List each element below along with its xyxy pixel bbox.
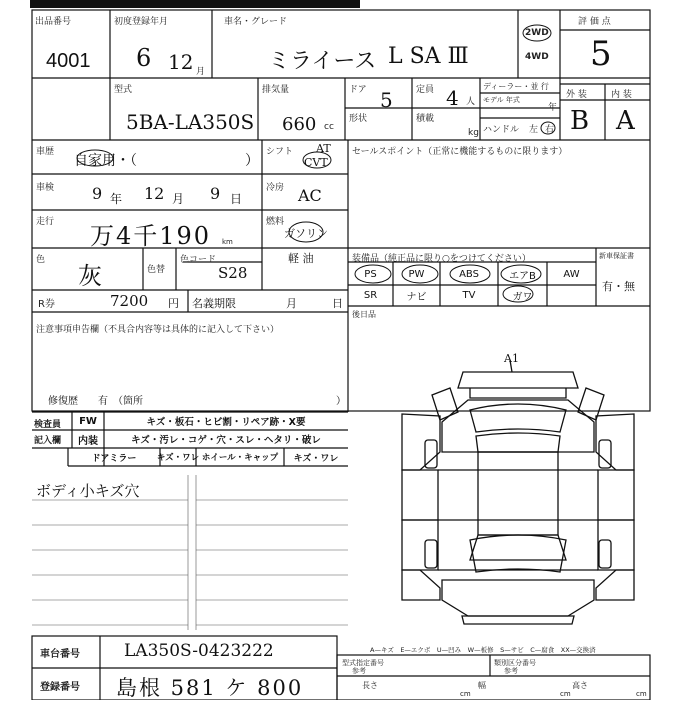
chassis-label: 車台番号 xyxy=(40,649,80,660)
lot-number-label: 出品番号 xyxy=(35,17,72,27)
width-cm-unit: cm xyxy=(560,690,571,698)
first-registration-label: 初度登録年月 xyxy=(114,17,169,27)
month-unit: 月 xyxy=(196,67,206,77)
equip-aw: AW xyxy=(563,268,580,280)
first-registration-year: 6 xyxy=(136,44,152,72)
equip-ps: PS xyxy=(364,268,377,280)
capacity-unit: 人 xyxy=(466,97,476,107)
interior-label: 内 装 xyxy=(611,90,632,100)
shift-at: AT xyxy=(316,142,331,155)
exterior-score: B xyxy=(570,106,590,136)
after-delivery-label: 後日品 xyxy=(352,310,376,319)
color-value: 灰 xyxy=(78,262,102,290)
km-unit: km xyxy=(222,238,233,246)
recycle-amount: 7200 xyxy=(110,292,149,310)
equip-abs: ABS xyxy=(459,268,479,280)
shaken-month-unit: 月 xyxy=(172,192,185,206)
registration-label: 登録番号 xyxy=(40,682,80,693)
length-cm-unit: cm xyxy=(460,690,471,698)
inspection-class-close: ） xyxy=(245,153,259,169)
lot-number: 4001 xyxy=(46,50,91,72)
color-code: S28 xyxy=(218,264,248,282)
damage-mark-a1: A1 xyxy=(504,352,519,365)
warranty-month: 月 xyxy=(286,297,297,310)
color-label: 色 xyxy=(36,255,46,265)
repair-history: 修復歴 有 （箇所 xyxy=(48,396,143,407)
selling-points-label: セールスポイント（正常に機能するものに限ります） xyxy=(352,147,568,157)
drive-4wd: 4WD xyxy=(525,52,549,62)
equip-navi: ナビ xyxy=(406,292,427,303)
car-name: ミライース xyxy=(268,49,377,74)
inspector-wheel-cap: ホイール・キャップ xyxy=(201,453,279,463)
fuel-label: 燃料 xyxy=(266,217,285,227)
warranty-day: 日 xyxy=(332,297,343,310)
inspector-interior-items: キズ・汚レ・コゲ・穴・スレ・ヘタリ・破レ xyxy=(131,435,321,446)
doors: 5 xyxy=(380,88,393,112)
equipment-label: 装備品（純正品に限り○をつけてください） xyxy=(352,254,531,264)
model-code: 5BA-LA350S xyxy=(126,110,255,134)
handle-left: 左 xyxy=(529,125,539,135)
class-designation-label: 類別区分番号 xyxy=(494,659,536,667)
shaken-day-unit: 日 xyxy=(230,192,243,206)
capacity: 4 xyxy=(446,86,459,110)
shift-cvt: CVT xyxy=(304,156,328,169)
handle-right: 右 xyxy=(545,125,555,135)
door-label: ドア xyxy=(349,85,367,95)
warranty-label: 名義期限 xyxy=(192,297,236,310)
inspector-interior: 内装 xyxy=(78,435,98,447)
chassis-number: LA350S-0423222 xyxy=(124,641,274,661)
inspector-door-mirror-items: キズ・ワレ xyxy=(156,453,200,463)
inspector-label-1: 検査員 xyxy=(34,420,62,430)
inspector-wheel-cap-items: キズ・ワレ xyxy=(293,453,339,464)
color-change-label: 色替 xyxy=(147,265,166,275)
equip-pw: PW xyxy=(408,268,425,280)
inspector-fw: FW xyxy=(79,415,97,427)
dealer-label: ディーラー・並 行 xyxy=(483,82,549,91)
notes-label: 注意事項申告欄（不具合内容等は具体的に記入して下さい） xyxy=(36,325,280,335)
capacity-label: 定員 xyxy=(416,85,435,95)
ac-value: AC xyxy=(298,186,322,205)
recycle-label: R券 xyxy=(38,299,55,310)
shape-label: 形状 xyxy=(349,114,368,124)
first-registration-month: 12 xyxy=(168,50,194,74)
inspection-class: 自家用・（ xyxy=(74,153,137,169)
inspector-label-2: 記入欄 xyxy=(34,436,62,446)
load-label: 積載 xyxy=(416,114,435,124)
cc-unit: cc xyxy=(324,122,334,132)
displacement-label: 排気量 xyxy=(262,85,290,95)
shaken-year: 9 xyxy=(92,184,103,203)
equip-gawa: ガワ xyxy=(512,292,533,303)
exterior-label: 外 装 xyxy=(566,90,587,100)
fuel-diesel: 軽 油 xyxy=(288,252,314,265)
form-sub-label: 参考 xyxy=(352,667,366,675)
handwritten-note: ボディ小キズ穴 xyxy=(36,482,140,500)
equip-tv: TV xyxy=(462,290,476,301)
fuel-gasoline: ガソリン xyxy=(284,227,328,240)
new-car-warranty-label: 新車保証書 xyxy=(599,252,634,260)
height-label: 高さ xyxy=(572,681,588,690)
recycle-unit: 円 xyxy=(168,297,179,310)
grade: L SA Ⅲ xyxy=(388,44,469,69)
class-sub-label: 参考 xyxy=(504,667,518,675)
handle-label: ハンドル xyxy=(483,125,520,135)
drive-2wd: 2WD xyxy=(525,28,549,38)
ac-label: 冷房 xyxy=(266,183,285,193)
kg-unit: kg xyxy=(468,128,479,138)
inspection-class-label: 車歴 xyxy=(36,147,55,157)
color-code-label: 色コード xyxy=(180,255,217,265)
new-car-warranty-value: 有・無 xyxy=(602,280,635,293)
length-label: 長さ xyxy=(362,681,378,690)
overall-score: 5 xyxy=(590,34,612,74)
equip-sr: SR xyxy=(363,290,378,301)
registration-number: 島根 581 ケ 800 xyxy=(116,676,304,700)
shaken-month: 12 xyxy=(144,184,165,203)
shaken-day: 9 xyxy=(210,184,221,203)
mileage: 万4千190 xyxy=(90,222,212,250)
shaken-label: 車検 xyxy=(36,183,55,193)
year-unit: 年 xyxy=(548,103,558,113)
displacement: 660 xyxy=(282,114,317,135)
shift-label: シフト xyxy=(266,147,294,157)
equip-airbag: エアB xyxy=(509,270,536,282)
width-label: 幅 xyxy=(478,681,486,690)
model-year-label: モデル 年式 xyxy=(483,96,520,104)
interior-score: A xyxy=(616,106,635,136)
inspector-door-mirror: ドアミラー xyxy=(91,453,137,464)
shaken-year-unit: 年 xyxy=(110,192,123,206)
score-label: 評 価 点 xyxy=(578,17,611,27)
mileage-label: 走行 xyxy=(36,217,55,227)
height-cm-unit: cm xyxy=(636,690,647,698)
name-grade-label: 車名・グレード xyxy=(224,17,288,27)
inspector-fw-items: キズ・板石・ヒビ割・リペア跡・X要 xyxy=(146,417,306,428)
form-designation-label: 型式指定番号 xyxy=(342,659,384,667)
repair-history-close: ） xyxy=(336,396,346,407)
model-label: 型式 xyxy=(114,85,133,95)
damage-legend: A—キズ E—エクボ U—凹み W—板修 S—サビ C—腐食 XX—交換済 xyxy=(370,646,596,654)
